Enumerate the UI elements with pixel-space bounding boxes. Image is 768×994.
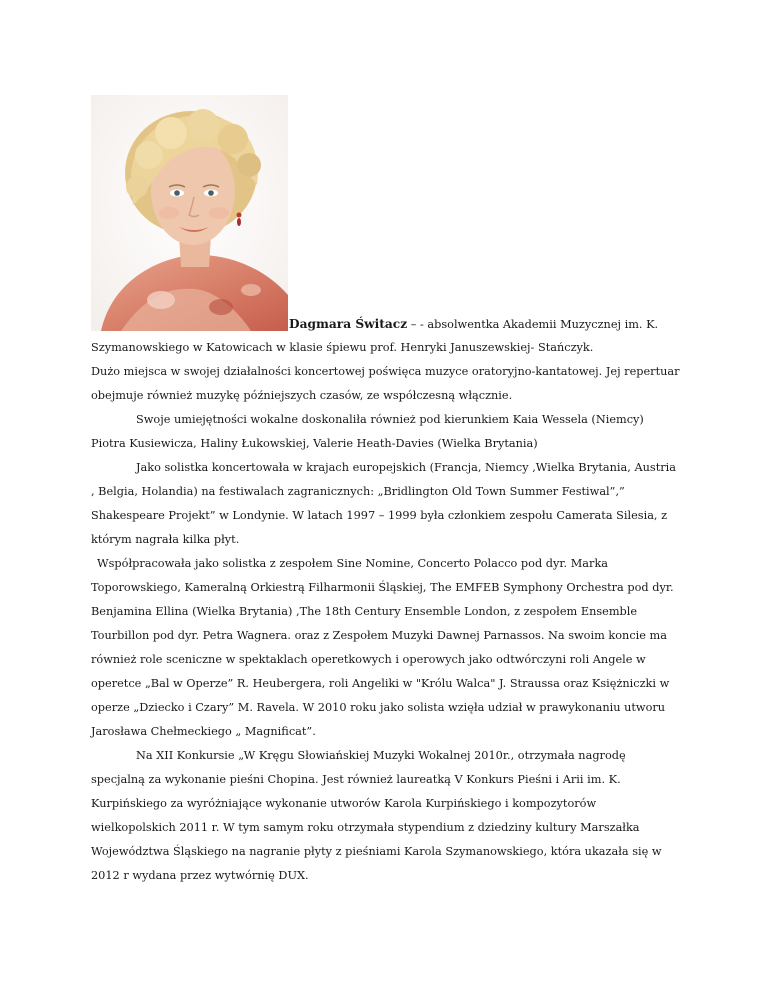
person-name: Dagmara Świtacz (289, 317, 408, 331)
paragraph-collaborations: Współpracowała jako solistka z zespołem Sine Nomine, Concerto Polacco pod dyr. Marka Toporowskiego, Kameralną Orkiestrą Filharmonii Śląskiej, The EMFEB Symphony Orchestra pod dyr. Benjamina Ellina (Wielka Brytania) ,The 18th Century Ensemble London, z zespołem Ensemble Tourbillon pod dyr. Petra Wagnera. oraz z Zespołem Muzyki Dawnej Parnassos. Na swoim koncie ma również role sceniczne w spektaklach operetkowych i operowych jako odtwórczyni roli Angele w operetce „Bal w Operze” R. Heubergera, roli Angeliki w "Królu Walca" J. Straussa oraz Księżniczki w operze „Dziecko i Czary” M. Ravela. W 2010 roku jako solista wzięła udział w prawykonaniu utworu Jarosława Chełmeckiego „ Magnificat”. (91, 557, 674, 738)
paragraph-awards: Na XII Konkursie „W Kręgu Słowiańskiej Muzyki Wokalnej 2010r., otrzymała nagrodę specjalną za wykonanie pieśni Chopina. Jest również laureatką V Konkurs Pieśni i Arii im. K. Kurpińskiego za wyróżniające wykonanie utworów Karola Kurpińskiego i kompozytorów wielkopolskich 2011 r. W tym samym roku otrzymała stypendium z dziedziny kultury Marszałka Województwa Śląskiego na nagranie płyty z pieśniami Karola Szymanowskiego, która ukazała się w 2012 r wydana przez wytwórnię DUX. (91, 749, 662, 882)
portrait-photo (91, 95, 288, 331)
biography-text (91, 336, 681, 888)
name-suffix-text: – - absolwentka Akademii Muzycznej im. K. (407, 318, 659, 331)
name-heading-line (289, 312, 658, 337)
paragraph-education: Szymanowskiego w Katowicach w klasie śpiewu prof. Henryki Januszewskiej- Stańczyk. (91, 341, 594, 354)
paragraph-concerts: Jako solistka koncertowała w krajach europejskich (Francja, Niemcy ,Wielka Brytania, Austria , Belgia, Holandia) na festiwalach zagranicznych: „Bridlington Old Town Summer Festiwal”,” Shakespeare Projekt” w Londynie. W latach 1997 – 1999 była członkiem zespołu Camerata Silesia, z którym nagrała kilka płyt. (91, 461, 676, 546)
paragraph-repertoire: Dużo miejsca w swojej działalności koncertowej poświęca muzyce oratoryjno-kantatowej. Jej repertuar obejmuje również muzykę późniejszych czasów, ze współczesną włącznie. (91, 365, 680, 402)
paragraph-training: Swoje umiejętności wokalne doskonaliła również pod kierunkiem Kaia Wessela (Niemcy) Piotra Kusiewicza, Haliny Łukowskiej, Valerie Heath-Davies (Wielka Brytania) (91, 413, 644, 450)
